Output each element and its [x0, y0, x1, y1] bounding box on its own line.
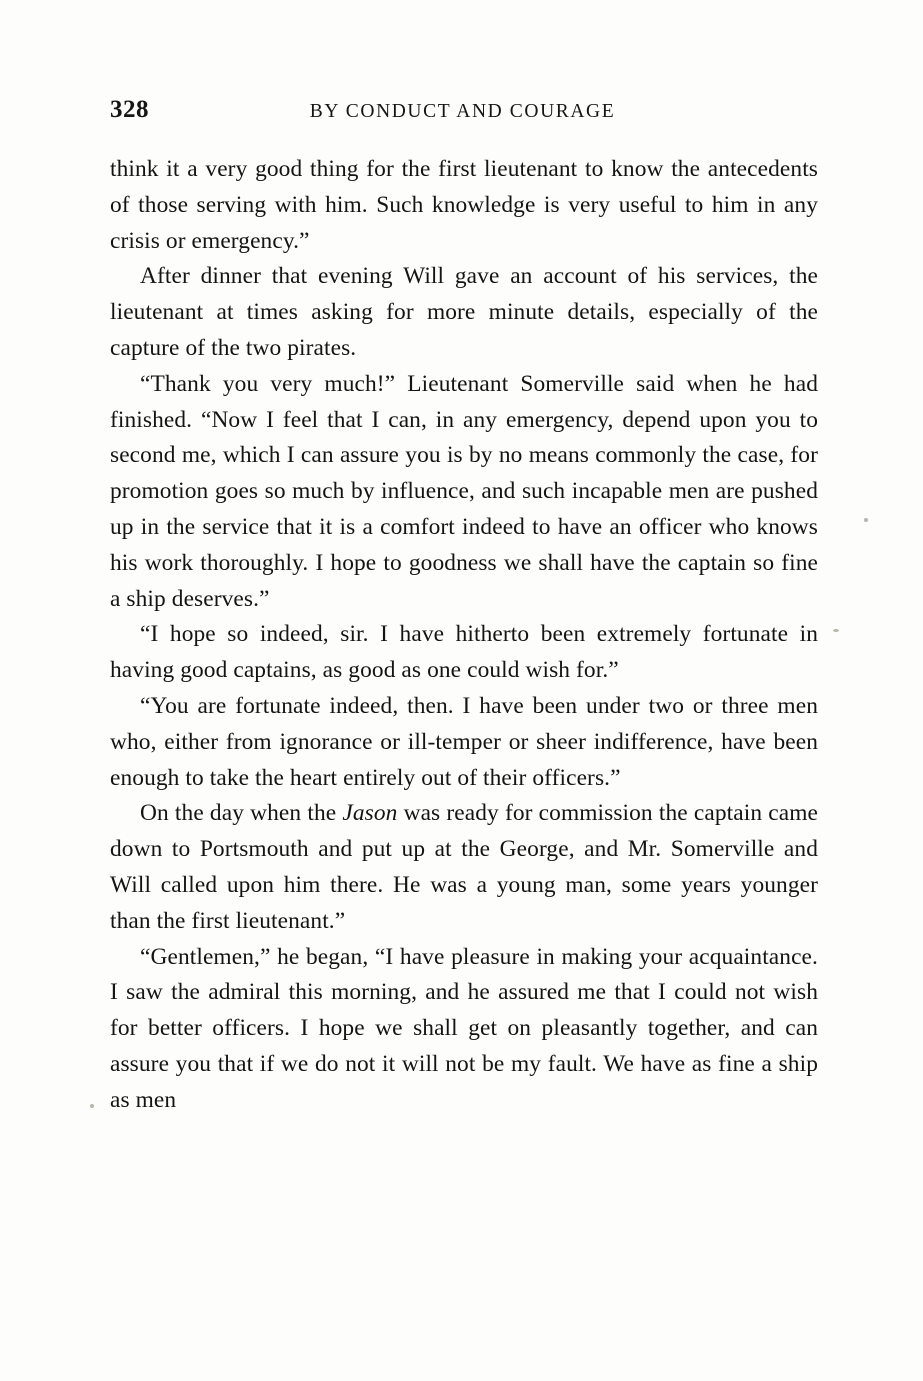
paragraph: “Thank you very much!” Lieutenant Somerville said when he had finished. “Now I feel that I can, in any emergency, depend upon you to second me, which I can assure you is by no means commonly the case, for promotion goes so much by influence, and such incapable men are pushed up in the service that it is a comfort indeed to have an officer who knows his work thoroughly. I hope to goodness we shall have the captain so fine a ship deserves.” [110, 370, 818, 612]
paragraph: “Gentlemen,” he began, “I have pleasure in making your acquaintance. I saw the admiral this morning, and he assured me that I could not wish for better officers. I hope we shall get on pleasantly together, and can assure you that if we do not it will not be my fault. We have as fine a ship as men [110, 943, 818, 1113]
scan-speck-icon [90, 1104, 94, 1108]
paragraph-text-after-italic: was ready for commission the captain came down to Portsmouth and put up at the George, and Mr. Somerville and Will called upon him there. He was a young man, some years younger than the first lieutenant.” [110, 800, 818, 934]
paragraph: “I hope so indeed, sir. I have hitherto been extremely fortunate in having good captains, as good as one could wish for.” [110, 621, 818, 684]
paragraph: think it a very good thing for the first lieutenant to know the antecedents of those serving with him. Such knowledge is very useful to him in any crisis or emergency.” [110, 156, 818, 254]
page-header [110, 96, 816, 130]
paragraph: “You are fortunate indeed, then. I have been under two or three men who, either from ignorance or ill-temper or sheer indifference, have been enough to take the heart entirely out of their officers.” [110, 692, 818, 791]
italic-ship-name: Jason [342, 800, 398, 827]
scan-speck-icon [833, 629, 839, 632]
paragraph-text-before-italic: On the day when the [140, 800, 343, 827]
page-number: 328 [110, 96, 149, 123]
scan-speck-icon [864, 518, 868, 522]
paragraph: After dinner that evening Will gave an account of his services, the lieutenant at times asking for more minute details, especially of the capture of the two pirates. [110, 263, 818, 361]
running-head: BY CONDUCT AND COURAGE [309, 101, 616, 122]
body-text [110, 152, 818, 1119]
paragraph-with-italic [110, 796, 818, 939]
